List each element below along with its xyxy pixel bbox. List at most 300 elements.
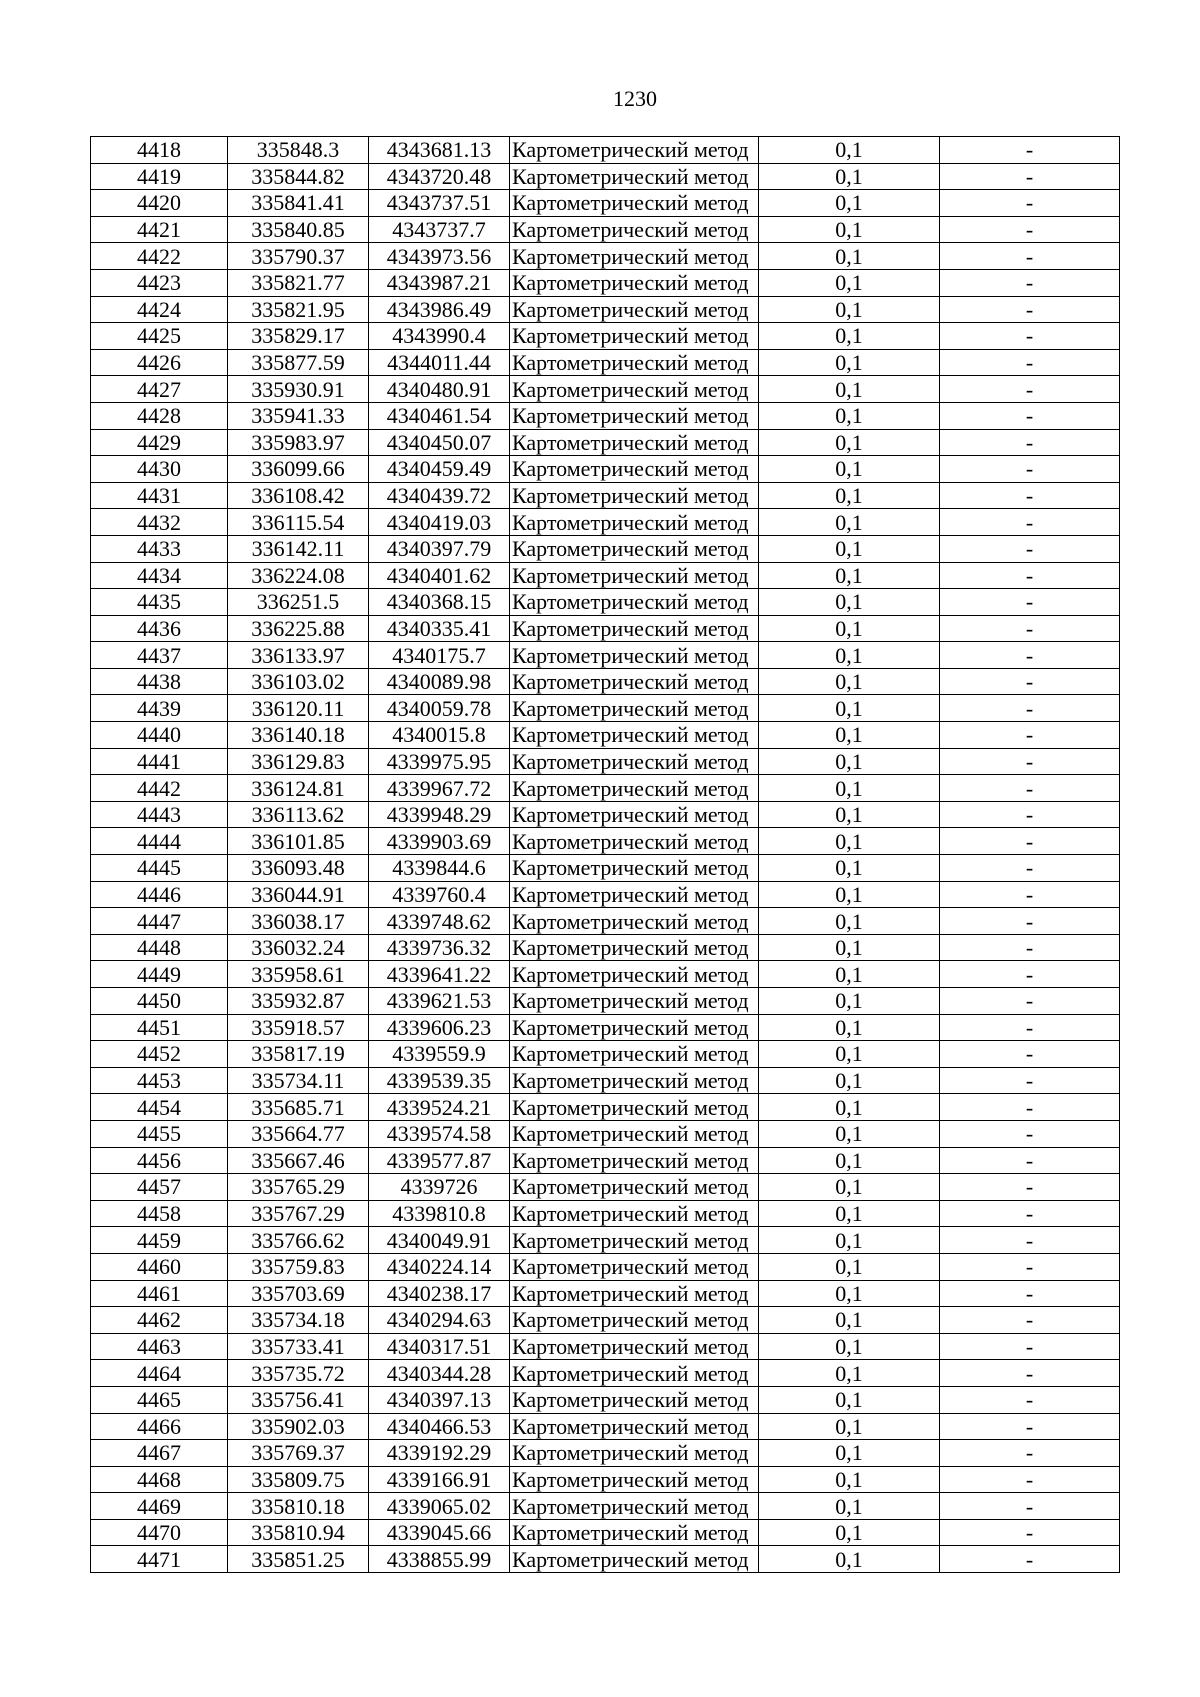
table-row (91, 988, 1120, 1015)
x-coordinate-cell: 335667.46 (228, 1147, 369, 1174)
method-cell: Картометрический метод (510, 1094, 759, 1121)
table-row (91, 1386, 1120, 1413)
table-row (91, 190, 1120, 217)
note-cell: - (940, 1307, 1120, 1334)
y-coordinate-cell: 4339574.58 (369, 1120, 510, 1147)
method-cell: Картометрический метод (510, 269, 759, 296)
x-coordinate-cell: 335810.94 (228, 1519, 369, 1546)
table-row (91, 429, 1120, 456)
table-row (91, 163, 1120, 190)
accuracy-cell: 0,1 (759, 1147, 940, 1174)
note-cell: - (940, 1253, 1120, 1280)
method-cell: Картометрический метод (510, 722, 759, 749)
note-cell: - (940, 775, 1120, 802)
note-cell: - (940, 1174, 1120, 1201)
note-cell: - (940, 589, 1120, 616)
point-number-cell: 4451 (91, 1014, 228, 1041)
method-cell: Картометрический метод (510, 1253, 759, 1280)
accuracy-cell: 0,1 (759, 376, 940, 403)
y-coordinate-cell: 4340238.17 (369, 1280, 510, 1307)
table-row (91, 1253, 1120, 1280)
accuracy-cell: 0,1 (759, 482, 940, 509)
y-coordinate-cell: 4339524.21 (369, 1094, 510, 1121)
x-coordinate-cell: 335958.61 (228, 961, 369, 988)
method-cell: Картометрический метод (510, 988, 759, 1015)
x-coordinate-cell: 336225.88 (228, 615, 369, 642)
point-number-cell: 4431 (91, 482, 228, 509)
method-cell: Картометрический метод (510, 1493, 759, 1520)
point-number-cell: 4436 (91, 615, 228, 642)
table-row (91, 1280, 1120, 1307)
table-row (91, 1200, 1120, 1227)
point-number-cell: 4456 (91, 1147, 228, 1174)
y-coordinate-cell: 4339045.66 (369, 1519, 510, 1546)
x-coordinate-cell: 335703.69 (228, 1280, 369, 1307)
x-coordinate-cell: 335809.75 (228, 1466, 369, 1493)
note-cell: - (940, 456, 1120, 483)
point-number-cell: 4442 (91, 775, 228, 802)
point-number-cell: 4471 (91, 1546, 228, 1573)
note-cell: - (940, 722, 1120, 749)
method-cell: Картометрический метод (510, 1440, 759, 1467)
page-number: 1230 (613, 86, 657, 111)
point-number-cell: 4459 (91, 1227, 228, 1254)
note-cell: - (940, 828, 1120, 855)
point-number-cell: 4457 (91, 1174, 228, 1201)
accuracy-cell: 0,1 (759, 801, 940, 828)
accuracy-cell: 0,1 (759, 1333, 940, 1360)
method-cell: Картометрический метод (510, 1227, 759, 1254)
table-row (91, 855, 1120, 882)
point-number-cell: 4463 (91, 1333, 228, 1360)
accuracy-cell: 0,1 (759, 1067, 940, 1094)
point-number-cell: 4450 (91, 988, 228, 1015)
note-cell: - (940, 748, 1120, 775)
x-coordinate-cell: 335918.57 (228, 1014, 369, 1041)
accuracy-cell: 0,1 (759, 775, 940, 802)
table-row (91, 668, 1120, 695)
method-cell: Картометрический метод (510, 402, 759, 429)
method-cell: Картометрический метод (510, 1466, 759, 1493)
accuracy-cell: 0,1 (759, 1200, 940, 1227)
note-cell: - (940, 562, 1120, 589)
x-coordinate-cell: 335767.29 (228, 1200, 369, 1227)
point-number-cell: 4419 (91, 163, 228, 190)
point-number-cell: 4428 (91, 402, 228, 429)
x-coordinate-cell: 335841.41 (228, 190, 369, 217)
y-coordinate-cell: 4343973.56 (369, 243, 510, 270)
point-number-cell: 4458 (91, 1200, 228, 1227)
point-number-cell: 4444 (91, 828, 228, 855)
x-coordinate-cell: 335851.25 (228, 1546, 369, 1573)
table-row (91, 535, 1120, 562)
accuracy-cell: 0,1 (759, 1014, 940, 1041)
y-coordinate-cell: 4343720.48 (369, 163, 510, 190)
table-row (91, 1466, 1120, 1493)
accuracy-cell: 0,1 (759, 668, 940, 695)
x-coordinate-cell: 336044.91 (228, 881, 369, 908)
accuracy-cell: 0,1 (759, 216, 940, 243)
note-cell: - (940, 1120, 1120, 1147)
method-cell: Картометрический метод (510, 748, 759, 775)
note-cell: - (940, 190, 1120, 217)
method-cell: Картометрический метод (510, 137, 759, 164)
table-row (91, 562, 1120, 589)
table-row (91, 456, 1120, 483)
point-number-cell: 4421 (91, 216, 228, 243)
table-row (91, 243, 1120, 270)
accuracy-cell: 0,1 (759, 1440, 940, 1467)
y-coordinate-cell: 4339967.72 (369, 775, 510, 802)
accuracy-cell: 0,1 (759, 243, 940, 270)
table-row (91, 1519, 1120, 1546)
method-cell: Картометрический метод (510, 456, 759, 483)
note-cell: - (940, 1519, 1120, 1546)
point-number-cell: 4434 (91, 562, 228, 589)
note-cell: - (940, 1227, 1120, 1254)
x-coordinate-cell: 336140.18 (228, 722, 369, 749)
y-coordinate-cell: 4340461.54 (369, 402, 510, 429)
x-coordinate-cell: 336224.08 (228, 562, 369, 589)
note-cell: - (940, 668, 1120, 695)
table-row (91, 1307, 1120, 1334)
y-coordinate-cell: 4340224.14 (369, 1253, 510, 1280)
x-coordinate-cell: 335817.19 (228, 1041, 369, 1068)
x-coordinate-cell: 336032.24 (228, 934, 369, 961)
x-coordinate-cell: 335941.33 (228, 402, 369, 429)
table-row (91, 881, 1120, 908)
point-number-cell: 4449 (91, 961, 228, 988)
table-row (91, 1067, 1120, 1094)
method-cell: Картометрический метод (510, 562, 759, 589)
table-row (91, 961, 1120, 988)
y-coordinate-cell: 4339903.69 (369, 828, 510, 855)
table-row (91, 376, 1120, 403)
point-number-cell: 4466 (91, 1413, 228, 1440)
y-coordinate-cell: 4339065.02 (369, 1493, 510, 1520)
accuracy-cell: 0,1 (759, 296, 940, 323)
method-cell: Картометрический метод (510, 908, 759, 935)
table-row (91, 1360, 1120, 1387)
y-coordinate-cell: 4340175.7 (369, 642, 510, 669)
accuracy-cell: 0,1 (759, 722, 940, 749)
accuracy-cell: 0,1 (759, 1360, 940, 1387)
table-row (91, 1227, 1120, 1254)
note-cell: - (940, 1067, 1120, 1094)
point-number-cell: 4435 (91, 589, 228, 616)
x-coordinate-cell: 336120.11 (228, 695, 369, 722)
table-row (91, 642, 1120, 669)
y-coordinate-cell: 4339760.4 (369, 881, 510, 908)
note-cell: - (940, 1413, 1120, 1440)
note-cell: - (940, 402, 1120, 429)
note-cell: - (940, 296, 1120, 323)
point-number-cell: 4460 (91, 1253, 228, 1280)
x-coordinate-cell: 336093.48 (228, 855, 369, 882)
accuracy-cell: 0,1 (759, 1041, 940, 1068)
accuracy-cell: 0,1 (759, 1174, 940, 1201)
method-cell: Картометрический метод (510, 1413, 759, 1440)
note-cell: - (940, 1147, 1120, 1174)
x-coordinate-cell: 335756.41 (228, 1386, 369, 1413)
table-row (91, 137, 1120, 164)
accuracy-cell: 0,1 (759, 190, 940, 217)
table-row (91, 1120, 1120, 1147)
point-number-cell: 4439 (91, 695, 228, 722)
x-coordinate-cell: 336129.83 (228, 748, 369, 775)
method-cell: Картометрический метод (510, 349, 759, 376)
note-cell: - (940, 1094, 1120, 1121)
point-number-cell: 4454 (91, 1094, 228, 1121)
note-cell: - (940, 1014, 1120, 1041)
note-cell: - (940, 1200, 1120, 1227)
note-cell: - (940, 1360, 1120, 1387)
accuracy-cell: 0,1 (759, 323, 940, 350)
point-number-cell: 4455 (91, 1120, 228, 1147)
accuracy-cell: 0,1 (759, 748, 940, 775)
accuracy-cell: 0,1 (759, 695, 940, 722)
y-coordinate-cell: 4344011.44 (369, 349, 510, 376)
x-coordinate-cell: 335664.77 (228, 1120, 369, 1147)
point-number-cell: 4464 (91, 1360, 228, 1387)
accuracy-cell: 0,1 (759, 1120, 940, 1147)
point-number-cell: 4437 (91, 642, 228, 669)
x-coordinate-cell: 336108.42 (228, 482, 369, 509)
x-coordinate-cell: 335877.59 (228, 349, 369, 376)
method-cell: Картометрический метод (510, 1333, 759, 1360)
y-coordinate-cell: 4339577.87 (369, 1147, 510, 1174)
table-row (91, 748, 1120, 775)
table-row (91, 589, 1120, 616)
table-row (91, 1333, 1120, 1360)
note-cell: - (940, 482, 1120, 509)
accuracy-cell: 0,1 (759, 1546, 940, 1573)
coordinates-table-body (91, 137, 1120, 1573)
accuracy-cell: 0,1 (759, 642, 940, 669)
point-number-cell: 4433 (91, 535, 228, 562)
x-coordinate-cell: 335769.37 (228, 1440, 369, 1467)
point-number-cell: 4467 (91, 1440, 228, 1467)
method-cell: Картометрический метод (510, 934, 759, 961)
note-cell: - (940, 323, 1120, 350)
method-cell: Картометрический метод (510, 1067, 759, 1094)
table-row (91, 908, 1120, 935)
accuracy-cell: 0,1 (759, 908, 940, 935)
y-coordinate-cell: 4339606.23 (369, 1014, 510, 1041)
accuracy-cell: 0,1 (759, 535, 940, 562)
y-coordinate-cell: 4339621.53 (369, 988, 510, 1015)
x-coordinate-cell: 335766.62 (228, 1227, 369, 1254)
accuracy-cell: 0,1 (759, 562, 940, 589)
method-cell: Картометрический метод (510, 668, 759, 695)
accuracy-cell: 0,1 (759, 456, 940, 483)
point-number-cell: 4453 (91, 1067, 228, 1094)
point-number-cell: 4429 (91, 429, 228, 456)
point-number-cell: 4432 (91, 509, 228, 536)
y-coordinate-cell: 4340480.91 (369, 376, 510, 403)
point-number-cell: 4461 (91, 1280, 228, 1307)
accuracy-cell: 0,1 (759, 269, 940, 296)
method-cell: Картометрический метод (510, 1014, 759, 1041)
method-cell: Картометрический метод (510, 775, 759, 802)
point-number-cell: 4468 (91, 1466, 228, 1493)
x-coordinate-cell: 335685.71 (228, 1094, 369, 1121)
y-coordinate-cell: 4340059.78 (369, 695, 510, 722)
point-number-cell: 4470 (91, 1519, 228, 1546)
method-cell: Картометрический метод (510, 323, 759, 350)
method-cell: Картометрический метод (510, 695, 759, 722)
point-number-cell: 4420 (91, 190, 228, 217)
method-cell: Картометрический метод (510, 1546, 759, 1573)
table-row (91, 695, 1120, 722)
x-coordinate-cell: 335932.87 (228, 988, 369, 1015)
method-cell: Картометрический метод (510, 1041, 759, 1068)
method-cell: Картометрический метод (510, 296, 759, 323)
x-coordinate-cell: 335930.91 (228, 376, 369, 403)
x-coordinate-cell: 335821.95 (228, 296, 369, 323)
accuracy-cell: 0,1 (759, 1227, 940, 1254)
note-cell: - (940, 855, 1120, 882)
point-number-cell: 4418 (91, 137, 228, 164)
note-cell: - (940, 1386, 1120, 1413)
y-coordinate-cell: 4339559.9 (369, 1041, 510, 1068)
x-coordinate-cell: 335735.72 (228, 1360, 369, 1387)
table-row (91, 1014, 1120, 1041)
table-row (91, 934, 1120, 961)
method-cell: Картометрический метод (510, 163, 759, 190)
method-cell: Картометрический метод (510, 429, 759, 456)
x-coordinate-cell: 335790.37 (228, 243, 369, 270)
point-number-cell: 4423 (91, 269, 228, 296)
table-row (91, 323, 1120, 350)
y-coordinate-cell: 4340368.15 (369, 589, 510, 616)
method-cell: Картометрический метод (510, 190, 759, 217)
x-coordinate-cell: 335759.83 (228, 1253, 369, 1280)
method-cell: Картометрический метод (510, 243, 759, 270)
table-row (91, 615, 1120, 642)
note-cell: - (940, 163, 1120, 190)
coordinates-table (90, 136, 1120, 1573)
accuracy-cell: 0,1 (759, 402, 940, 429)
point-number-cell: 4440 (91, 722, 228, 749)
y-coordinate-cell: 4339736.32 (369, 934, 510, 961)
accuracy-cell: 0,1 (759, 509, 940, 536)
method-cell: Картометрический метод (510, 509, 759, 536)
y-coordinate-cell: 4340401.62 (369, 562, 510, 589)
note-cell: - (940, 934, 1120, 961)
x-coordinate-cell: 335829.17 (228, 323, 369, 350)
x-coordinate-cell: 336101.85 (228, 828, 369, 855)
point-number-cell: 4445 (91, 855, 228, 882)
x-coordinate-cell: 335810.18 (228, 1493, 369, 1520)
point-number-cell: 4424 (91, 296, 228, 323)
x-coordinate-cell: 335821.77 (228, 269, 369, 296)
table-row (91, 828, 1120, 855)
point-number-cell: 4438 (91, 668, 228, 695)
note-cell: - (940, 269, 1120, 296)
method-cell: Картометрический метод (510, 1200, 759, 1227)
y-coordinate-cell: 4340335.41 (369, 615, 510, 642)
x-coordinate-cell: 336113.62 (228, 801, 369, 828)
table-row (91, 1174, 1120, 1201)
y-coordinate-cell: 4339975.95 (369, 748, 510, 775)
y-coordinate-cell: 4343737.51 (369, 190, 510, 217)
x-coordinate-cell: 336142.11 (228, 535, 369, 562)
x-coordinate-cell: 336099.66 (228, 456, 369, 483)
note-cell: - (940, 535, 1120, 562)
note-cell: - (940, 376, 1120, 403)
method-cell: Картометрический метод (510, 1360, 759, 1387)
note-cell: - (940, 1493, 1120, 1520)
accuracy-cell: 0,1 (759, 988, 940, 1015)
note-cell: - (940, 509, 1120, 536)
table-row (91, 349, 1120, 376)
y-coordinate-cell: 4343737.7 (369, 216, 510, 243)
x-coordinate-cell: 335733.41 (228, 1333, 369, 1360)
y-coordinate-cell: 4339166.91 (369, 1466, 510, 1493)
method-cell: Картометрический метод (510, 881, 759, 908)
accuracy-cell: 0,1 (759, 615, 940, 642)
y-coordinate-cell: 4340294.63 (369, 1307, 510, 1334)
table-row (91, 1041, 1120, 1068)
table-row (91, 296, 1120, 323)
point-number-cell: 4422 (91, 243, 228, 270)
note-cell: - (940, 1333, 1120, 1360)
table-row (91, 722, 1120, 749)
accuracy-cell: 0,1 (759, 1094, 940, 1121)
note-cell: - (940, 1280, 1120, 1307)
table-row (91, 1147, 1120, 1174)
note-cell: - (940, 961, 1120, 988)
accuracy-cell: 0,1 (759, 1466, 940, 1493)
y-coordinate-cell: 4340049.91 (369, 1227, 510, 1254)
note-cell: - (940, 1041, 1120, 1068)
y-coordinate-cell: 4339726 (369, 1174, 510, 1201)
note-cell: - (940, 1546, 1120, 1573)
method-cell: Картометрический метод (510, 855, 759, 882)
method-cell: Картометрический метод (510, 961, 759, 988)
table-row (91, 269, 1120, 296)
note-cell: - (940, 642, 1120, 669)
note-cell: - (940, 881, 1120, 908)
method-cell: Картометрический метод (510, 482, 759, 509)
y-coordinate-cell: 4340397.79 (369, 535, 510, 562)
method-cell: Картометрический метод (510, 615, 759, 642)
x-coordinate-cell: 336133.97 (228, 642, 369, 669)
y-coordinate-cell: 4343987.21 (369, 269, 510, 296)
x-coordinate-cell: 335844.82 (228, 163, 369, 190)
accuracy-cell: 0,1 (759, 1493, 940, 1520)
method-cell: Картометрический метод (510, 1307, 759, 1334)
note-cell: - (940, 1466, 1120, 1493)
accuracy-cell: 0,1 (759, 855, 940, 882)
note-cell: - (940, 695, 1120, 722)
accuracy-cell: 0,1 (759, 137, 940, 164)
table-row (91, 402, 1120, 429)
y-coordinate-cell: 4339748.62 (369, 908, 510, 935)
note-cell: - (940, 216, 1120, 243)
note-cell: - (940, 908, 1120, 935)
y-coordinate-cell: 4340450.07 (369, 429, 510, 456)
point-number-cell: 4425 (91, 323, 228, 350)
point-number-cell: 4426 (91, 349, 228, 376)
accuracy-cell: 0,1 (759, 429, 940, 456)
y-coordinate-cell: 4340466.53 (369, 1413, 510, 1440)
point-number-cell: 4427 (91, 376, 228, 403)
note-cell: - (940, 1440, 1120, 1467)
table-row (91, 509, 1120, 536)
x-coordinate-cell: 336251.5 (228, 589, 369, 616)
